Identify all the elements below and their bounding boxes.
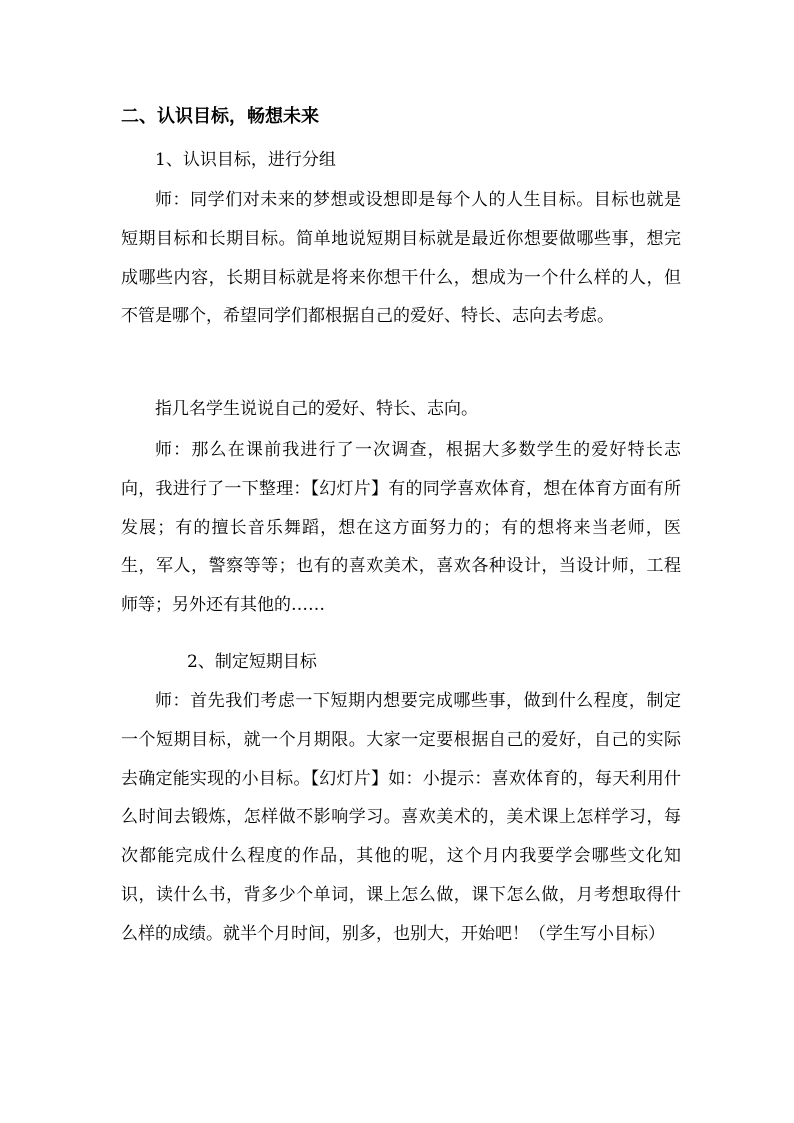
part1-paragraph-3: 师：那么在课前我进行了一次调查，根据大多数学生的爱好特长志向，我进行了一下整理：【幻灯片】有的同学喜欢体育，想在体育方面有所发展；有的擅长音乐舞蹈，想在这方面努力的；有的想将来当老师，医生，军人，警察等等；也有的喜欢美术，喜欢各种设计，当设计师，工程师等；另外还有其他的…… (121, 440, 681, 616)
section-title: 二、认识目标，畅想未来 (121, 106, 319, 127)
part1-heading: 1、认识目标，进行分组 (155, 150, 336, 170)
part2-heading: 2、制定短期目标 (187, 652, 317, 672)
part1-paragraph-1: 师：同学们对未来的梦想或设想即是每个人的人生目标。目标也就是短期目标和长期目标。简单地说短期目标就是最近你想要做哪些事，想完成哪些内容，长期目标就是将来你想干什么，想成为一个什么样的人，但不管是哪个，希望同学们都根据自己的爱好、特长、志向去考虑。 (121, 190, 681, 327)
part1-paragraph-2: 指几名学生说说自己的爱好、特长、志向。 (155, 399, 478, 419)
part2-paragraph-1: 师：首先我们考虑一下短期内想要完成哪些事，做到什么程度，制定一个短期目标，就一个月期限。大家一定要根据自己的爱好，自己的实际去确定能实现的小目标。【幻灯片】如：小提示：喜欢体育的，每天利用什么时间去锻炼，怎样做不影响学习。喜欢美术的，美术课上怎样学习，每次都能完成什么程度的作品，其他的呢，这个月内我要学会哪些文化知识，读什么书，背多少个单词，课上怎么做，课下怎么做，月考想取得什么样的成绩。就半个月时间，别多，也别大，开始吧！（学生写小目标） (121, 691, 681, 944)
